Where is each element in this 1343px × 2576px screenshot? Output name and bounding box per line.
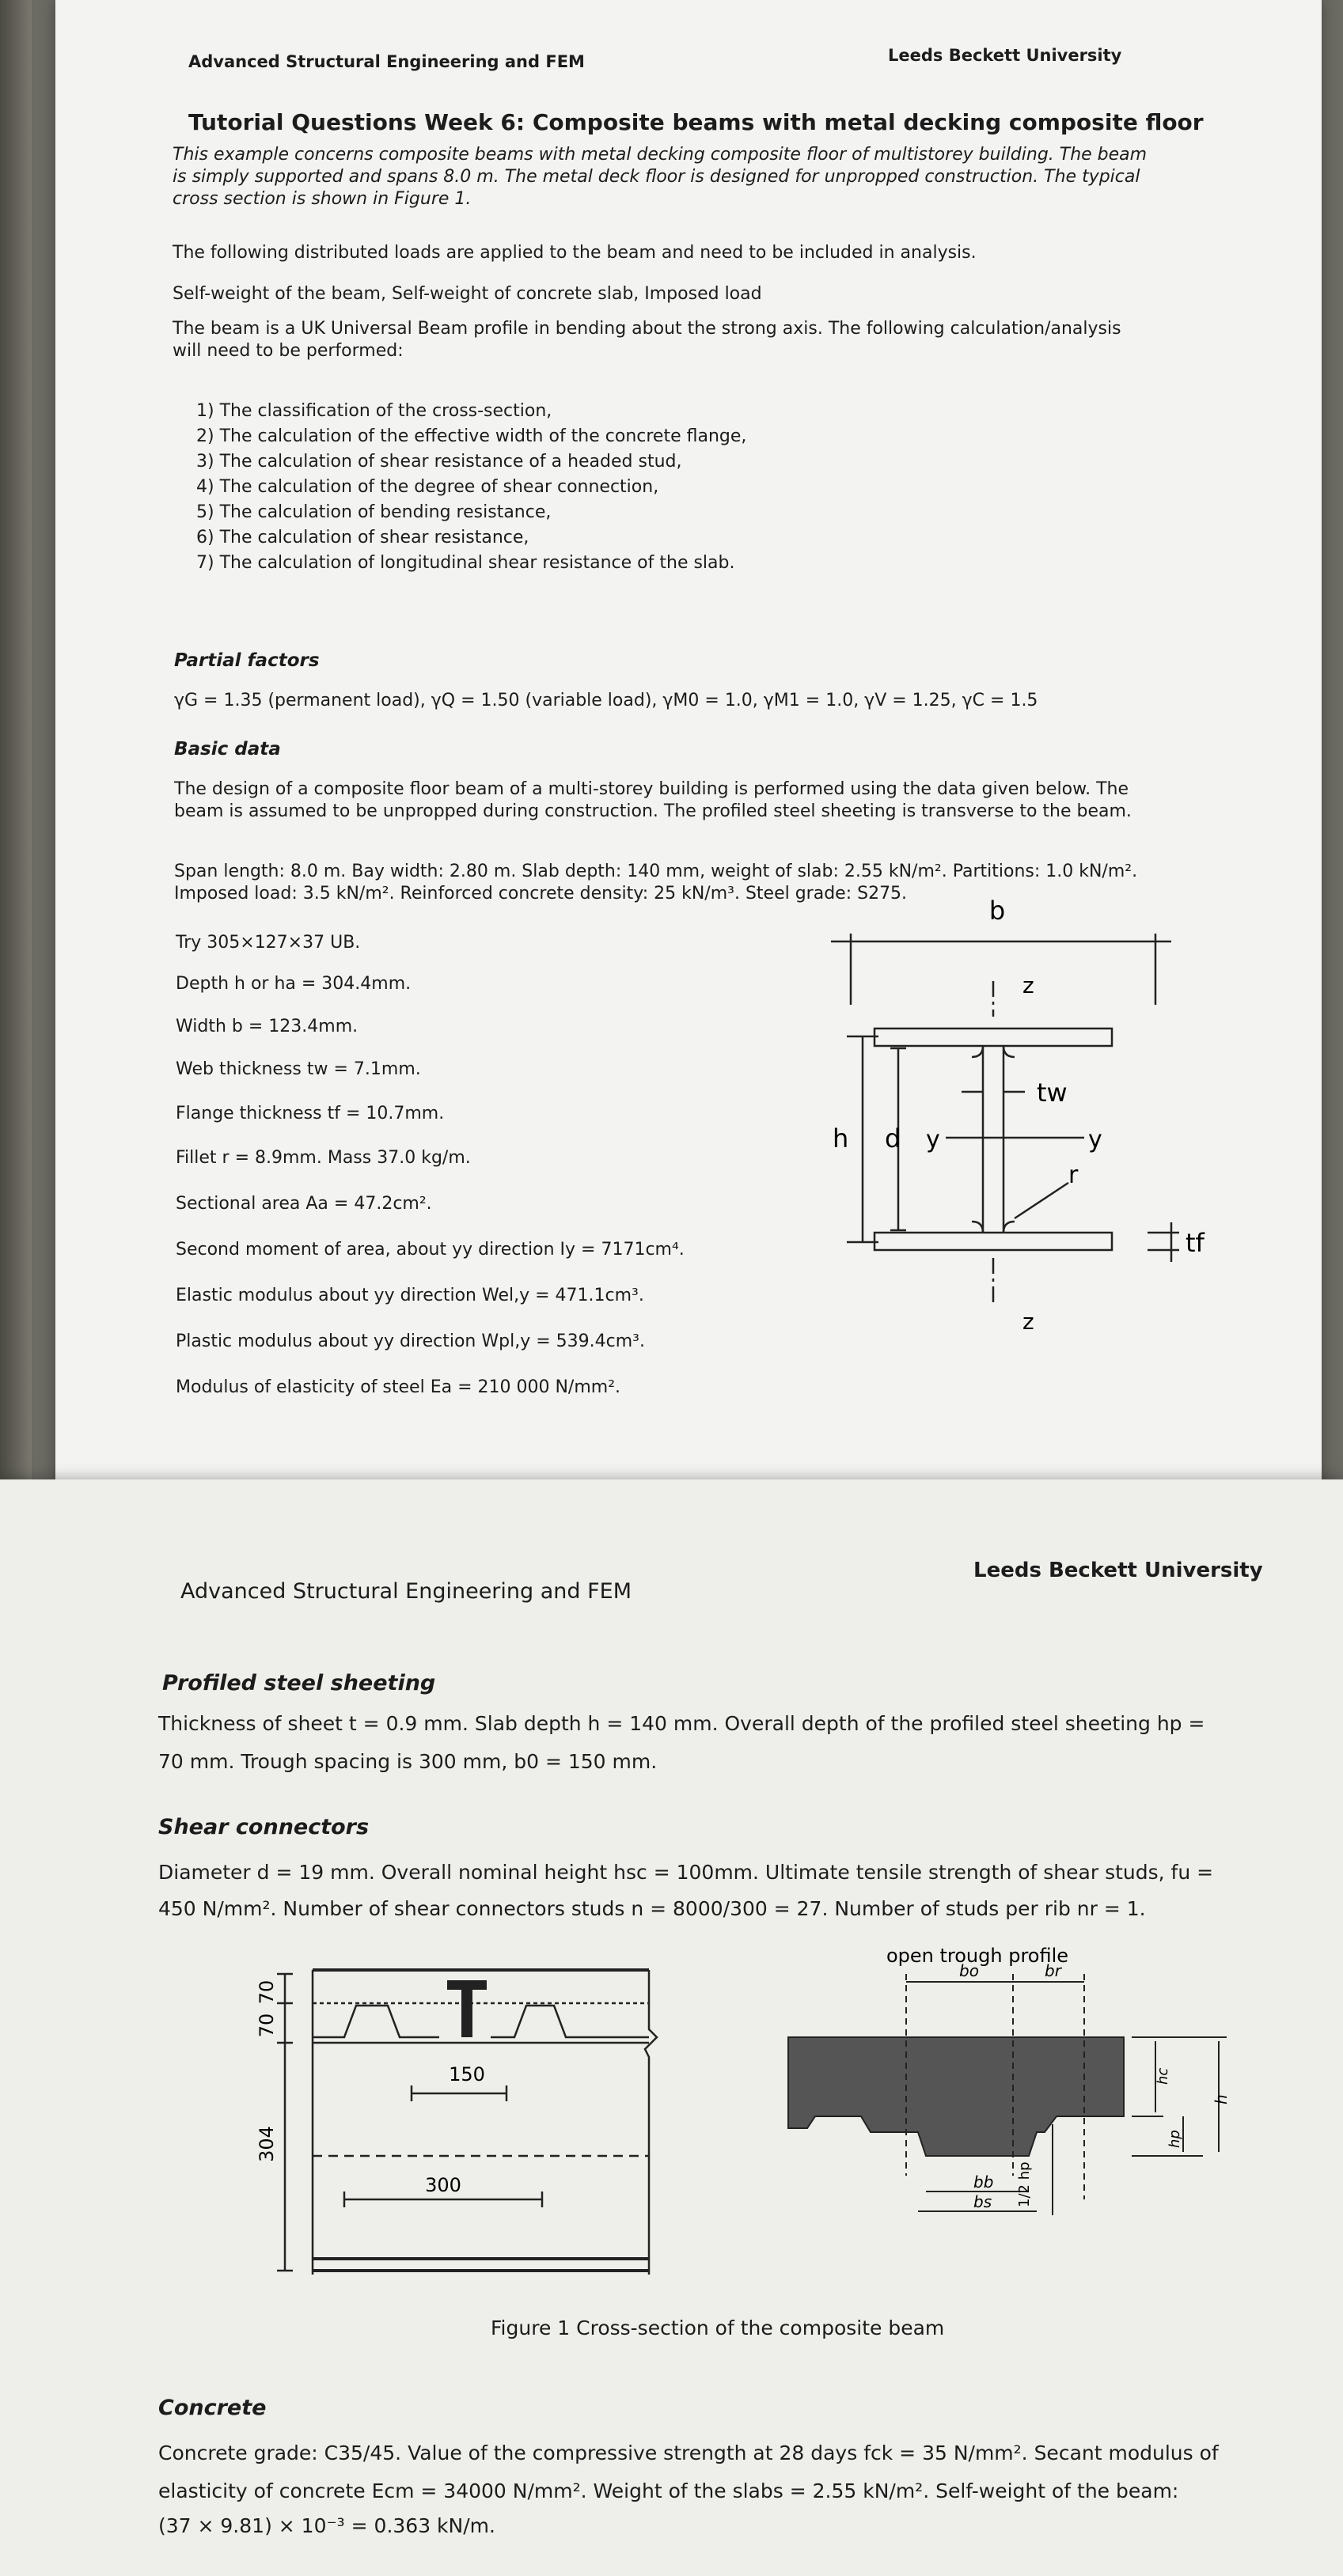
page2-header-right: Leeds Beckett University: [973, 1559, 1263, 1582]
task-item: 3) The calculation of shear resistance of a headed stud,: [196, 452, 682, 472]
concrete-line-2: elasticity of concrete Ecm = 34000 N/mm². Weight of the slabs = 2.55 kN/m². Self-weight of the beam:: [158, 2479, 1179, 2502]
span-line-1: Span length: 8.0 m. Bay width: 2.80 m. Slab depth: 140 mm, weight of slab: 2.55 kN/m². Partitions: 1.0 kN/m².: [174, 862, 1138, 881]
prop-plastic-modulus: Plastic modulus about yy direction Wpl,y = 539.4cm³.: [176, 1332, 645, 1351]
span-line-2: Imposed load: 3.5 kN/m². Reinforced concrete density: 25 kN/m³. Steel grade: S275.: [174, 884, 908, 903]
prop-width: Width b = 123.4mm.: [176, 1017, 359, 1036]
label-bs: bs: [973, 2192, 992, 2211]
tasks-list: [196, 399, 746, 576]
connectors-line-2: 450 N/mm². Number of shear connectors studs n = 8000/300 = 27. Number of studs per rib nr = 1.: [158, 1897, 1146, 1920]
connectors-line-1: Diameter d = 19 mm. Overall nominal height hsc = 100mm. Ultimate tensile strength of shear studs, fu =: [158, 1861, 1214, 1884]
page1-header-right: Leeds Beckett University: [888, 46, 1122, 65]
dim-70-top: 70: [256, 1979, 278, 2005]
partial-factors-heading: Partial factors: [174, 650, 320, 671]
prop-elastic-modulus: Elastic modulus about yy direction Wel,y = 471.1cm³.: [176, 1286, 644, 1305]
page2-header-left: Advanced Structural Engineering and FEM: [180, 1579, 632, 1604]
label-bb: bb: [973, 2173, 994, 2191]
label-r: r: [1068, 1161, 1079, 1189]
label-h-total: h: [1212, 2094, 1231, 2104]
label-bo: bo: [959, 1961, 979, 1980]
open-trough-profile-figure: [783, 1938, 1258, 2279]
dim-70-bottom: 70: [256, 2013, 278, 2038]
loads-intro: The following distributed loads are applied to the beam and need to be included in analysis.: [173, 243, 977, 263]
basic-line-2: beam is assumed to be unpropped during construction. The profiled steel sheeting is transverse to the beam.: [174, 801, 1132, 821]
dim-300: 300: [425, 2174, 461, 2196]
task-item: 7) The calculation of longitudinal shear resistance of the slab.: [196, 553, 735, 573]
document-page-2: [0, 1479, 1343, 2576]
label-hc: hc: [1155, 2067, 1171, 2085]
label-z-bottom: z: [1022, 1309, 1034, 1335]
prop-depth: Depth h or ha = 304.4mm.: [176, 974, 412, 994]
label-b: b: [988, 896, 1006, 926]
label-z-top: z: [1022, 972, 1034, 998]
label-y-right: y: [1088, 1126, 1102, 1154]
i-section-diagram: [768, 894, 1258, 1345]
label-br: br: [1045, 1961, 1061, 1980]
concrete-heading: Concrete: [158, 2396, 267, 2420]
label-y-left: y: [926, 1126, 940, 1154]
ub-intro-line-2: will need to be performed:: [173, 341, 404, 361]
label-hp: hp: [1167, 2130, 1183, 2148]
task-item: 5) The calculation of bending resistance,: [196, 502, 552, 522]
connectors-heading: Shear connectors: [158, 1815, 370, 1839]
label-tf: tf: [1186, 1228, 1205, 1258]
basic-line-1: The design of a composite floor beam of a multi-storey building is performed using the data given below. The: [174, 779, 1129, 799]
task-item: 4) The calculation of the degree of shear connection,: [196, 477, 659, 497]
basic-data-heading: Basic data: [174, 739, 281, 760]
dim-150: 150: [449, 2063, 485, 2085]
task-item: 1) The classification of the cross-section,: [196, 401, 552, 421]
sheeting-line-1: Thickness of sheet t = 0.9 mm. Slab depth h = 140 mm. Overall depth of the profiled steel sheeting hp =: [158, 1712, 1205, 1735]
prop-designation: Try 305×127×37 UB.: [176, 933, 361, 953]
task-item: 6) The calculation of shear resistance,: [196, 528, 529, 547]
intro-line-3: cross section is shown in Figure 1.: [173, 189, 472, 209]
dim-304: 304: [256, 2126, 278, 2162]
intro-line-2: is simply supported and spans 8.0 m. The metal deck floor is designed for unpropped construction. The typical: [173, 167, 1140, 187]
label-tw: tw: [1037, 1078, 1068, 1108]
task-item: 2) The calculation of the effective width of the concrete flange,: [196, 426, 747, 446]
intro-line-1: This example concerns composite beams with metal decking composite floor of multistorey building. The beam: [173, 145, 1148, 165]
prop-area: Sectional area Aa = 47.2cm².: [176, 1194, 432, 1214]
partial-factors: γG = 1.35 (permanent load), γQ = 1.50 (variable load), γM0 = 1.0, γM1 = 1.0, γV = 1.25, γC = 1.5: [174, 691, 1038, 710]
composite-section-figure: [230, 1954, 704, 2294]
prop-flange-thickness: Flange thickness tf = 10.7mm.: [176, 1104, 445, 1123]
concrete-line-1: Concrete grade: C35/45. Value of the compressive strength at 28 days fck = 35 N/mm². Secant modulus of: [158, 2442, 1219, 2464]
page-title: Tutorial Questions Week 6: Composite beams with metal decking composite floor: [188, 109, 1204, 135]
prop-web-thickness: Web thickness tw = 7.1mm.: [176, 1059, 421, 1079]
ub-intro-line-1: The beam is a UK Universal Beam profile in bending about the strong axis. The following calculation/analysis: [173, 319, 1121, 339]
sheeting-heading: Profiled steel sheeting: [162, 1671, 436, 1695]
document-page-1: [55, 0, 1322, 1503]
concrete-line-3: (37 × 9.81) × 10⁻³ = 0.363 kN/m.: [158, 2514, 495, 2537]
label-d: d: [885, 1123, 901, 1154]
label-h: h: [833, 1123, 849, 1154]
trough-title: open trough profile: [886, 1945, 1069, 1967]
loads-list: Self-weight of the beam, Self-weight of concrete slab, Imposed load: [173, 284, 762, 304]
figure-caption: Figure 1 Cross-section of the composite beam: [491, 2317, 945, 2339]
prop-inertia: Second moment of area, about yy direction Iy = 7171cm⁴.: [176, 1240, 685, 1260]
sheeting-line-2: 70 mm. Trough spacing is 300 mm, b0 = 150 mm.: [158, 1750, 658, 1773]
prop-fillet: Fillet r = 8.9mm. Mass 37.0 kg/m.: [176, 1148, 471, 1168]
prop-youngs-modulus: Modulus of elasticity of steel Ea = 210 000 N/mm².: [176, 1377, 621, 1397]
page1-header-left: Advanced Structural Engineering and FEM: [188, 52, 585, 71]
label-half-hp: 1/2 hp: [1016, 2161, 1033, 2207]
